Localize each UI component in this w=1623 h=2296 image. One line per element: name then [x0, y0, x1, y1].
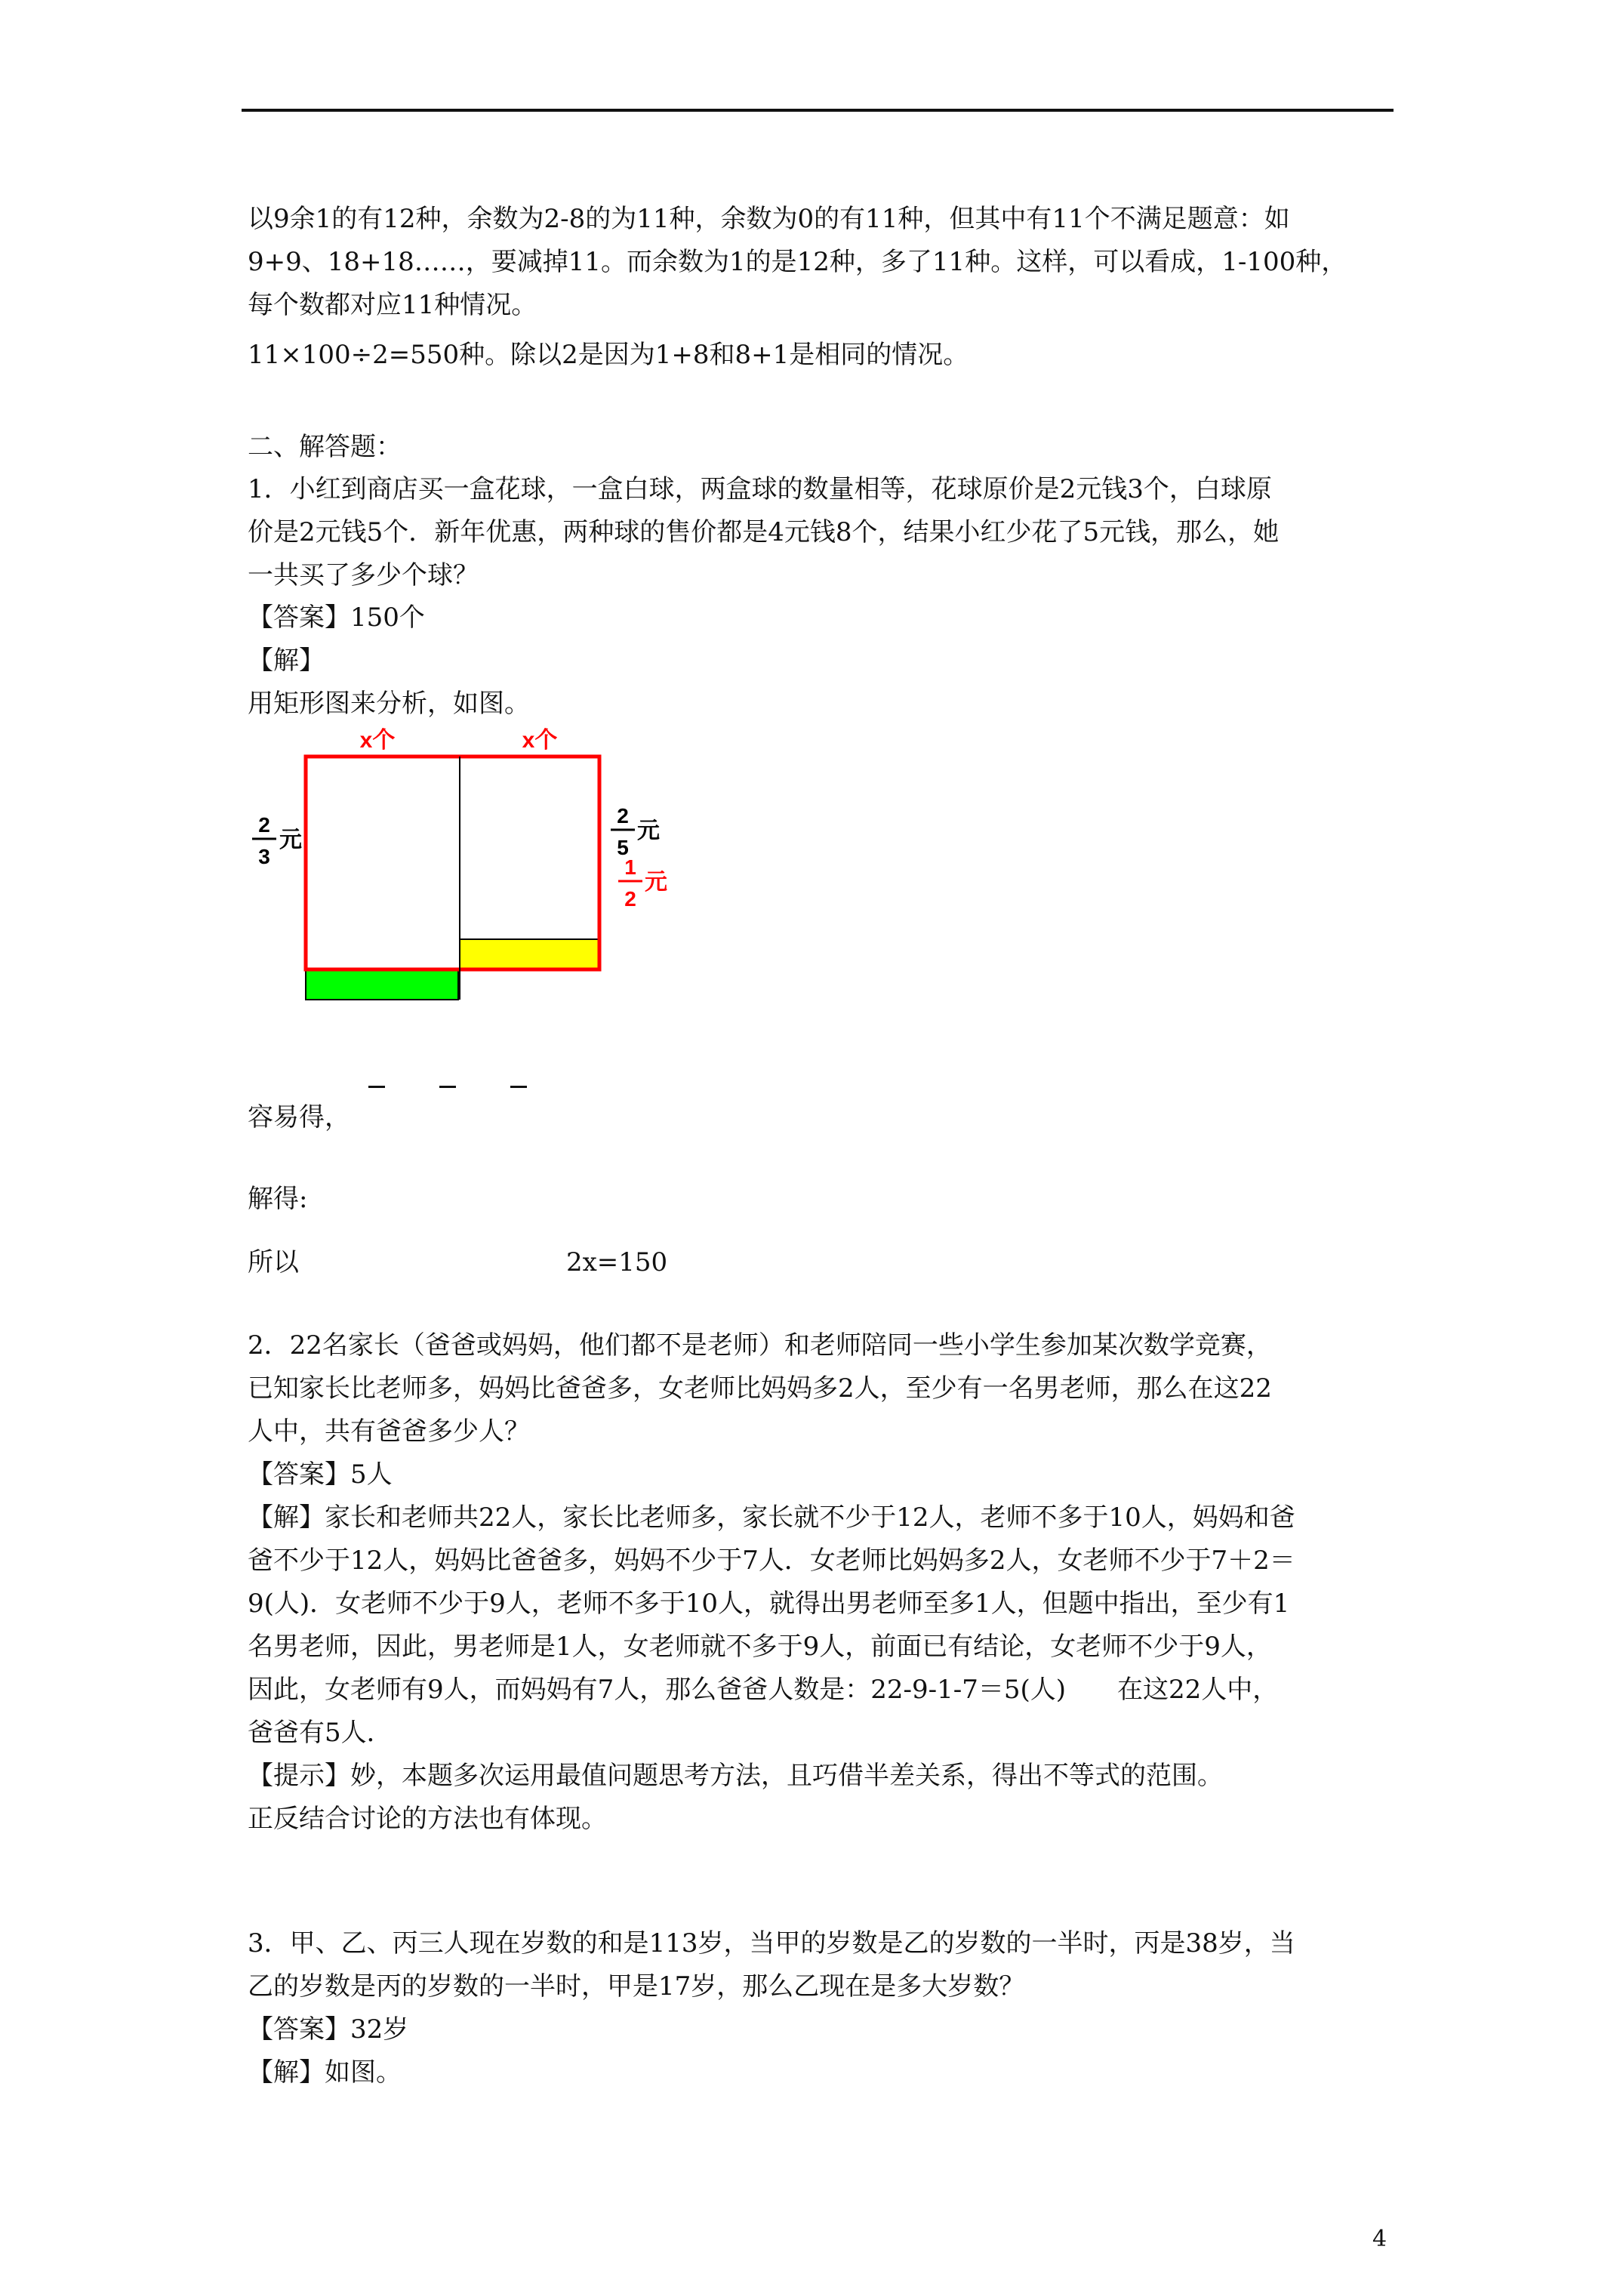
text-line: 11×100÷2=550种。除以2是因为1+8和8+1是相同的情况。 [248, 340, 969, 370]
text-line: 9+9、18+18……，要减掉11。而余数为1的是12种，多了11种。这样，可以看成，1-100种， [248, 247, 1347, 277]
text-line: 正反结合讨论的方法也有体现。 [248, 1804, 607, 1834]
text-line: 爸爸有5人． [248, 1718, 393, 1748]
text-line: 价是2元钱5个．新年优惠，两种球的售价都是4元钱8个，结果小红少花了5元钱，那么，她 [248, 517, 1280, 547]
equation-dash [368, 1086, 385, 1088]
text-line: 容易得， [248, 1102, 350, 1133]
equation-result: 2x=150 [566, 1247, 668, 1277]
text-line: 【解】家长和老师共22人，家长比老师多，家长就不少于12人，老师不多于10人，妈妈和爸 [248, 1502, 1295, 1533]
page-number: 4 [1372, 2226, 1387, 2252]
text-line: 乙的岁数是丙的岁数的一半时，甲是17岁，那么乙现在是多大岁数？ [248, 1971, 1025, 2002]
header-rule [242, 109, 1394, 112]
green-bar [306, 969, 458, 1000]
text-line: 9(人)．女老师不少于9人，老师不多于10人，就得出男老师至多1人，但题中指出，至少有1 [248, 1589, 1290, 1619]
text-line: 2．22名家长（爸爸或妈妈，他们都不是老师）和老师陪同一些小学生参加某次数学竞赛， [248, 1330, 1272, 1361]
answer-line: 【答案】150个 [248, 603, 425, 633]
text-line: 1．小红到商店买一盒花球，一盒白球，两盒球的数量相等，花球原价是2元钱3个，白球原 [248, 474, 1272, 504]
text-line: 以9余1的有12种，余数为2-8的为11种，余数为0的有11种，但其中有11个不满足题意：如 [248, 204, 1290, 234]
red-unit: 元 [645, 869, 667, 895]
solution-label: 【解】 [248, 646, 325, 676]
red-frame [306, 757, 599, 969]
text-line: 3．甲、乙、丙三人现在岁数的和是113岁，当甲的岁数是乙的岁数的一半时，丙是38岁，当 [248, 1928, 1295, 1959]
text-line: 【提示】妙，本题多次运用最值问题思考方法，且巧借半差关系，得出不等式的范围。 [248, 1761, 1223, 1791]
answer-line: 【答案】32岁 [248, 2014, 409, 2045]
red-fraction-denominator: 2 [624, 887, 636, 911]
left-fraction-numerator: 2 [258, 813, 270, 837]
equation-dash [510, 1086, 527, 1088]
left-unit: 元 [279, 827, 302, 853]
red-fraction-numerator: 1 [624, 855, 636, 879]
answer-line: 【答案】5人 [248, 1459, 393, 1490]
top-label-right: x个 [522, 728, 558, 753]
right-fraction-numerator: 2 [617, 804, 629, 827]
left-fraction-denominator: 3 [258, 845, 270, 868]
text-line: 用矩形图来分析，如图。 [248, 689, 530, 719]
text-line: 一共买了多少个球？ [248, 560, 479, 590]
right-unit: 元 [637, 818, 660, 844]
top-label-left: x个 [359, 728, 396, 753]
text-line: 【解】如图。 [248, 2057, 402, 2088]
yellow-bar [460, 939, 599, 969]
text-line: 名男老师，因此，男老师是1人，女老师就不多于9人，前面已有结论，女老师不少于9人， [248, 1632, 1272, 1662]
text-line: 已知家长比老师多，妈妈比爸爸多，女老师比妈妈多2人，至少有一名男老师，那么在这22 [248, 1373, 1272, 1404]
text-line: 人中，共有爸爸多少人？ [248, 1416, 530, 1447]
equation-dash [439, 1086, 456, 1088]
text-line: 爸不少于12人，妈妈比爸爸多，妈妈不少于7人．女老师比妈妈多2人，女老师不少于7＋2＝ [248, 1546, 1295, 1576]
text-line: 因此，女老师有9人，而妈妈有7人，那么爸爸人数是：22-9-1-7＝5(人) 在这22人中， [248, 1675, 1279, 1705]
text-line: 解得: [248, 1184, 308, 1214]
text-line: 所以 [248, 1247, 299, 1277]
rectangle-diagram [242, 725, 710, 1012]
text-line: 每个数都对应11种情况。 [248, 290, 537, 320]
section-heading: 二、解答题： [248, 432, 402, 462]
right-fraction-denominator: 5 [617, 836, 629, 859]
